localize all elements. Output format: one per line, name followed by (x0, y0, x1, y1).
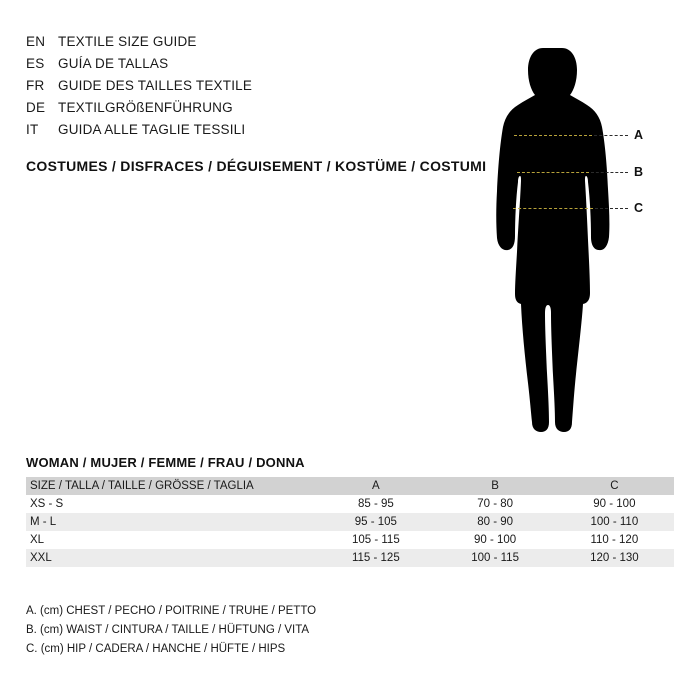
cell-size: XXL (30, 552, 52, 564)
language-code: DE (26, 100, 46, 115)
marker-label-c: C (634, 201, 644, 215)
language-text: TEXTILGRÖßENFÜHRUNG (58, 100, 233, 115)
cell-size: XS - S (30, 498, 64, 510)
table-row (26, 549, 674, 567)
language-list (26, 34, 466, 144)
cell-c: 100 - 110 (590, 516, 639, 528)
table-row (26, 531, 674, 549)
cell-b: 80 - 90 (477, 516, 514, 528)
language-row (26, 56, 466, 78)
cell-c: 110 - 120 (590, 534, 639, 546)
chest-measure-leader (594, 135, 628, 136)
language-code: ES (26, 56, 45, 71)
figure-area (470, 28, 680, 438)
legend-line-a: A. (cm) CHEST / PECHO / POITRINE / TRUHE / PETTO (26, 605, 317, 617)
legend-line-c: C. (cm) HIP / CADERA / HANCHE / HÜFTE / HIPS (26, 643, 286, 655)
cell-a: 105 - 115 (351, 534, 400, 546)
measurement-legend (26, 602, 316, 659)
size-table-section (26, 455, 674, 567)
table-header-row (26, 477, 674, 495)
language-code: EN (26, 34, 46, 49)
cell-size: M - L (30, 516, 57, 528)
marker-label-b: B (634, 165, 644, 179)
marker-label-a: A (634, 128, 644, 142)
language-row (26, 78, 466, 100)
chest-measure-line (514, 135, 592, 136)
woman-silhouette-icon (470, 28, 680, 438)
language-row (26, 34, 466, 56)
header-b: B (491, 480, 499, 492)
language-text: GUIDE DES TAILLES TEXTILE (58, 78, 253, 93)
language-row (26, 100, 466, 122)
language-code: IT (26, 122, 39, 137)
hip-measure-leader (595, 208, 628, 209)
waist-measure-line (517, 172, 589, 173)
cell-a: 115 - 125 (351, 552, 400, 564)
header-c: C (610, 480, 619, 492)
cell-a: 85 - 95 (357, 498, 394, 510)
cell-c: 90 - 100 (593, 498, 636, 510)
language-text: GUIDA ALLE TAGLIE TESSILI (58, 122, 246, 137)
language-text: TEXTILE SIZE GUIDE (58, 34, 197, 49)
header-a: A (372, 480, 380, 492)
table-row (26, 513, 674, 531)
cell-a: 95 - 105 (354, 516, 397, 528)
language-code: FR (26, 78, 45, 93)
table-title: WOMAN / MUJER / FEMME / FRAU / DONNA (26, 455, 305, 470)
cell-c: 120 - 130 (590, 552, 639, 564)
costumes-heading: COSTUMES / DISFRACES / DÉGUISEMENT / KOSTÜME / COSTUMI (26, 158, 487, 174)
legend-line-b: B. (cm) WAIST / CINTURA / TAILLE / HÜFTUNG / VITA (26, 624, 310, 636)
size-table (26, 477, 674, 567)
header-size: SIZE / TALLA / TAILLE / GRÖSSE / TAGLIA (30, 480, 254, 492)
hip-measure-line (513, 208, 593, 209)
cell-b: 70 - 80 (477, 498, 514, 510)
cell-b: 100 - 115 (471, 552, 519, 564)
cell-b: 90 - 100 (474, 534, 517, 546)
language-row (26, 122, 466, 144)
table-row (26, 495, 674, 513)
cell-size: XL (30, 534, 45, 546)
waist-measure-leader (591, 172, 628, 173)
language-text: GUÍA DE TALLAS (58, 56, 169, 71)
